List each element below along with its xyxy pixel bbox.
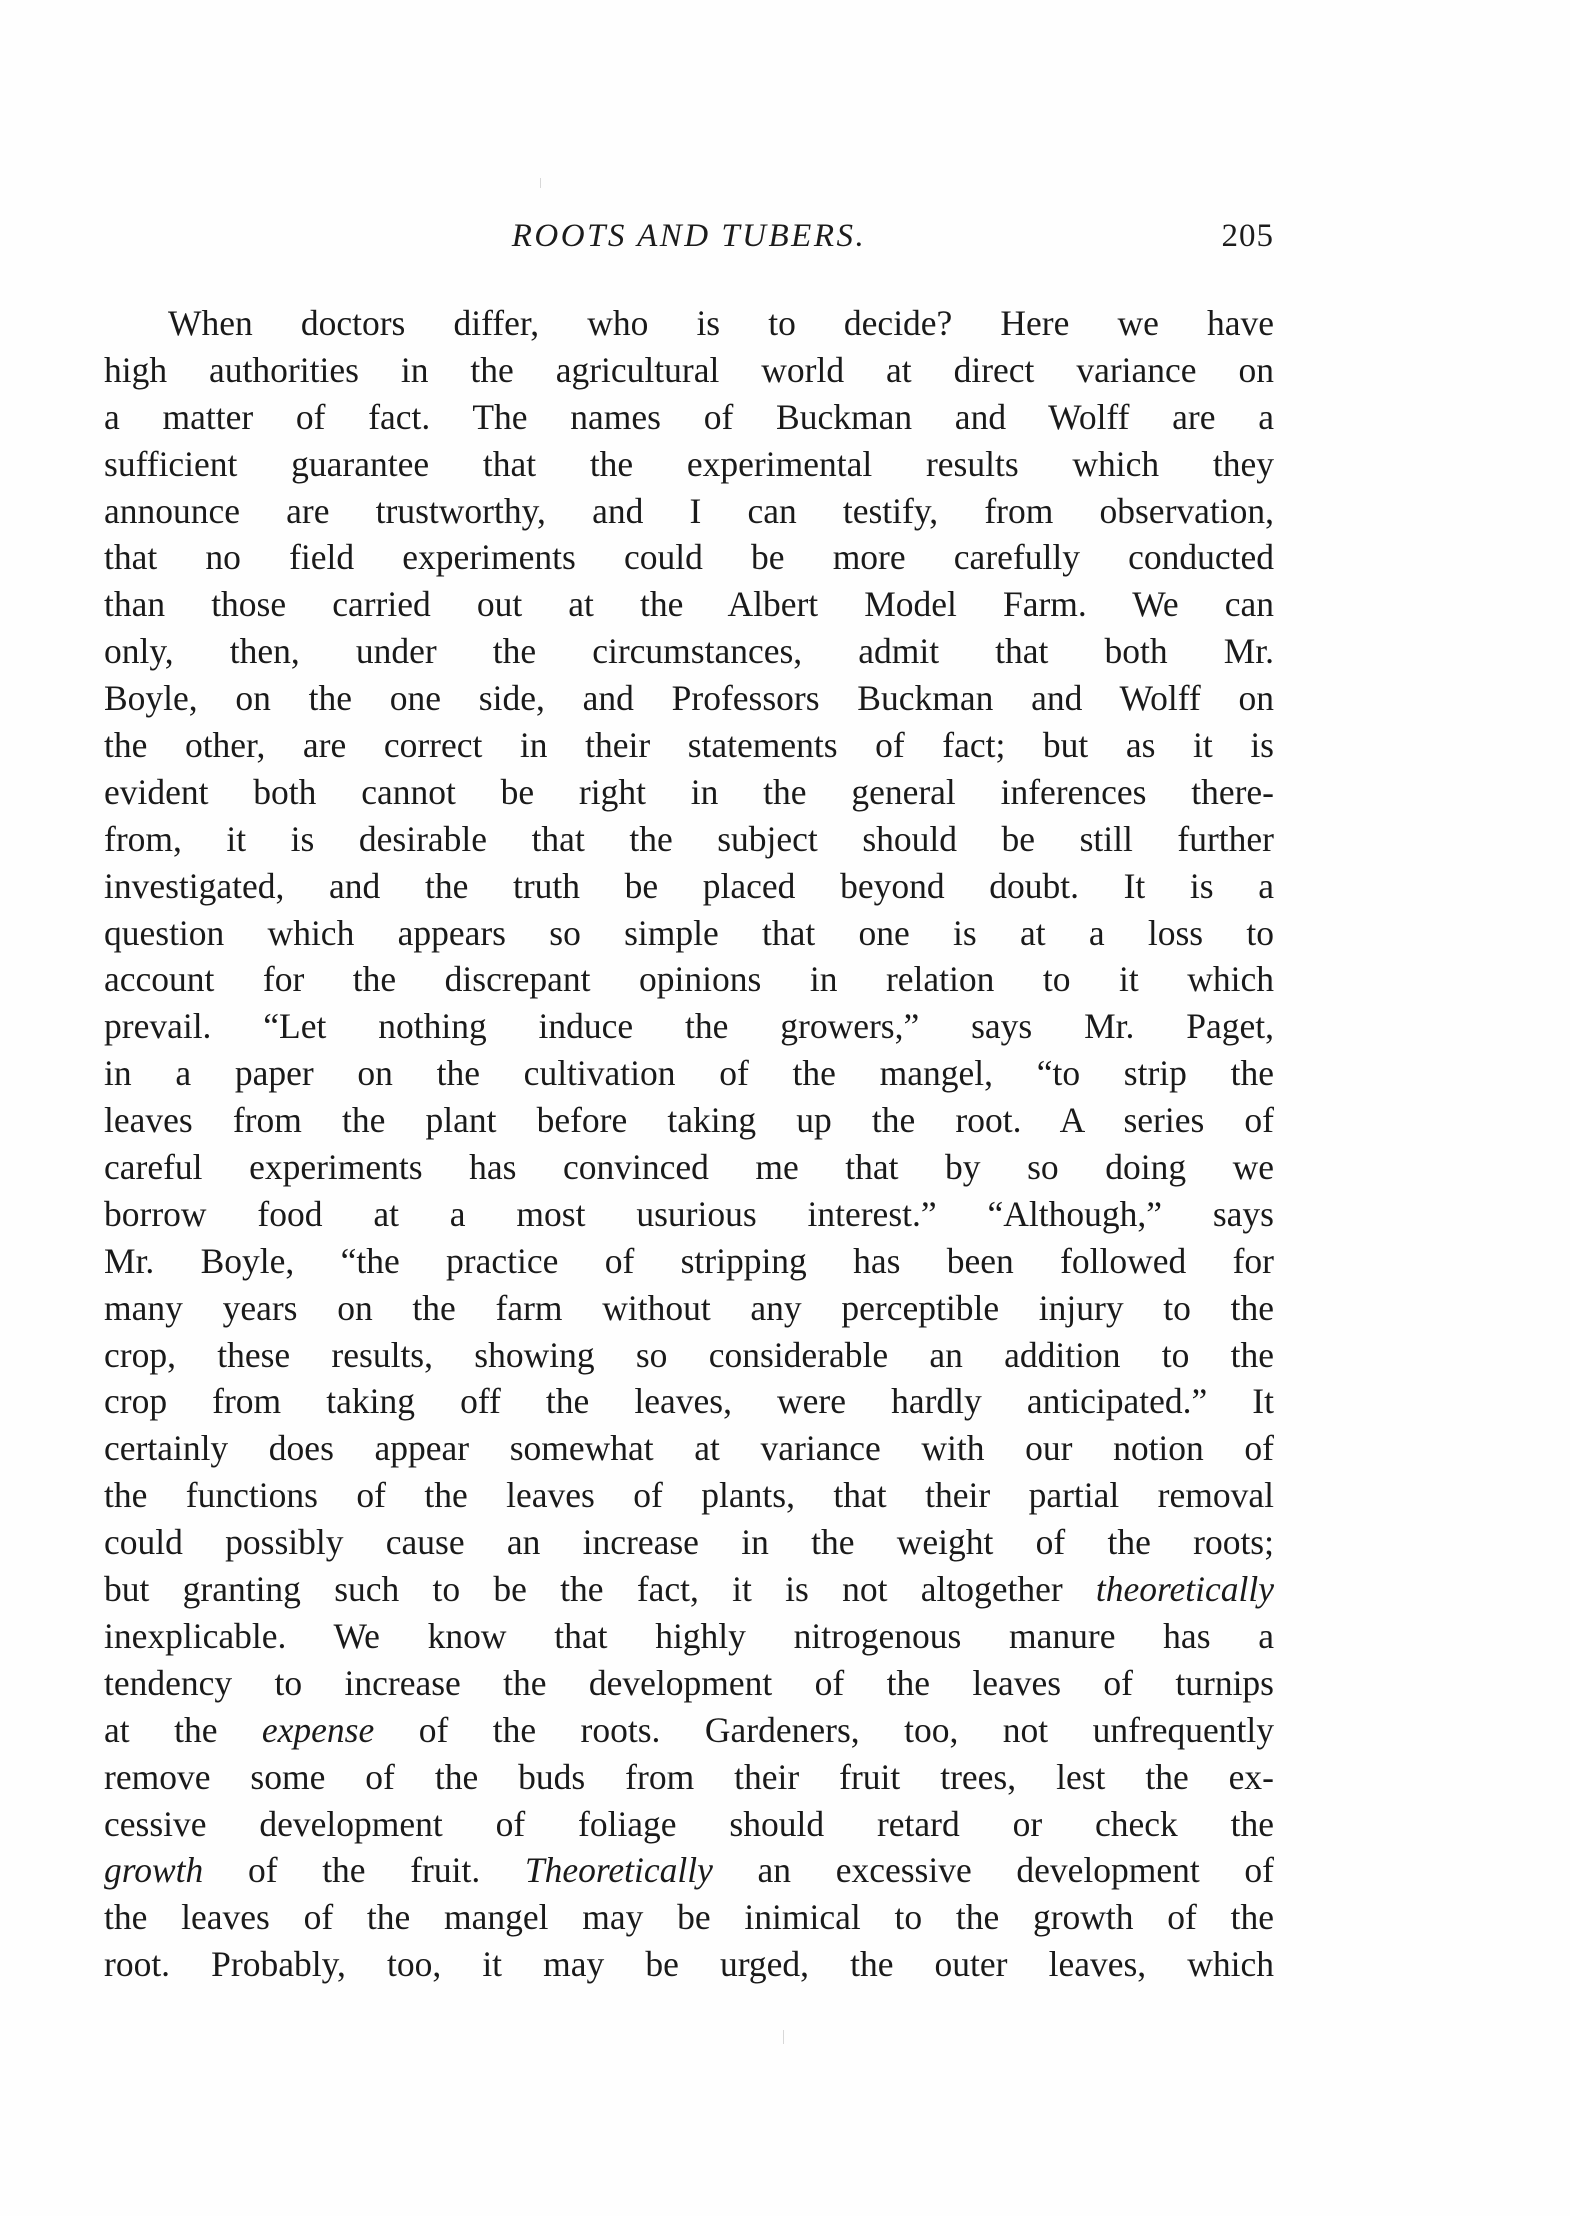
text-run: crop, these results, showing so considerable an addition to the (104, 1334, 1274, 1375)
text-line (104, 1941, 1274, 1988)
text-line (104, 1660, 1274, 1707)
text-run: in a paper on the cultivation of the mangel, “to strip the (104, 1053, 1274, 1094)
italic-text: growth (104, 1850, 204, 1891)
text-run: could possibly cause an increase in the weight of the roots; (104, 1522, 1274, 1563)
text-line (104, 488, 1274, 535)
text-run: the leaves of the mangel may be inimical to the growth of the (104, 1897, 1274, 1938)
text-line (104, 722, 1274, 769)
text-line (104, 1238, 1274, 1285)
text-line (104, 441, 1274, 488)
text-line (104, 956, 1274, 1003)
text-run: but granting such to be the fact, it is not altogether (104, 1569, 1096, 1610)
text-run: the functions of the leaves of plants, that their partial removal (104, 1475, 1274, 1516)
text-line (104, 1519, 1274, 1566)
text-run: root. Probably, too, it may be urged, the outer leaves, which (104, 1944, 1274, 1985)
text-run: an excessive development of (712, 1850, 1274, 1891)
text-run: remove some of the buds from their fruit trees, lest the ex- (104, 1756, 1274, 1797)
body-paragraph (104, 300, 1274, 1988)
text-line (104, 1425, 1274, 1472)
text-line (104, 1707, 1274, 1754)
text-run: only, then, under the circumstances, admit that both Mr. (104, 631, 1274, 672)
text-run: borrow food at a most usurious interest.” “Although,” says (104, 1193, 1274, 1234)
text-run: the other, are correct in their statements of fact; but as it is (104, 725, 1274, 766)
text-line (104, 1472, 1274, 1519)
text-line (104, 1566, 1274, 1613)
text-run: announce are trustworthy, and I can testify, from observation, (104, 490, 1274, 531)
text-run: prevail. “Let nothing induce the growers,” says Mr. Paget, (104, 1006, 1274, 1047)
text-line (104, 1613, 1274, 1660)
text-line (104, 628, 1274, 675)
running-title: ROOTS AND TUBERS. (511, 218, 867, 254)
text-line (104, 300, 1274, 347)
text-line (104, 1332, 1274, 1379)
text-line (104, 675, 1274, 722)
text-run: that no field experiments could be more carefully conducted (104, 537, 1274, 578)
text-line (104, 581, 1274, 628)
text-line (104, 1378, 1274, 1425)
text-line (104, 394, 1274, 441)
text-line (104, 1285, 1274, 1332)
text-line (104, 1801, 1274, 1848)
text-run: certainly does appear somewhat at variance with our notion of (104, 1428, 1274, 1469)
text-run: of the roots. Gardeners, too, not unfrequently (374, 1709, 1274, 1750)
text-run: crop from taking off the leaves, were hardly anticipated.” It (104, 1381, 1274, 1422)
text-line (104, 1894, 1274, 1941)
italic-text: expense (261, 1709, 375, 1750)
text-run: from, it is desirable that the subject should be still further (104, 818, 1274, 859)
text-run: a matter of fact. The names of Buckman and Wolff are a (104, 396, 1274, 437)
text-run: sufficient guarantee that the experimental results which they (104, 443, 1274, 484)
text-run: cessive development of foliage should retard or check the (104, 1803, 1274, 1844)
text-run: tendency to increase the development of the leaves of turnips (104, 1662, 1274, 1703)
text-line (104, 1847, 1274, 1894)
text-run: at the (104, 1709, 262, 1750)
text-line (104, 910, 1274, 957)
text-line (104, 863, 1274, 910)
text-run: inexplicable. We know that highly nitrogenous manure has a (104, 1615, 1274, 1656)
text-line (104, 347, 1274, 394)
text-line (104, 534, 1274, 581)
text-line (104, 1144, 1274, 1191)
text-run: leaves from the plant before taking up the root. A series of (104, 1100, 1274, 1141)
text-run: than those carried out at the Albert Model Farm. We can (104, 584, 1274, 625)
page-number: 205 (1221, 218, 1274, 254)
text-run: investigated, and the truth be placed beyond doubt. It is a (104, 865, 1274, 906)
running-head (104, 218, 1274, 264)
text-run: evident both cannot be right in the general inferences there- (104, 771, 1274, 812)
text-run: When doctors differ, who is to decide? Here we have (168, 303, 1274, 343)
text-run: question which appears so simple that one is at a loss to (104, 912, 1274, 953)
italic-text: theoretically (1095, 1569, 1274, 1610)
text-line (104, 1003, 1274, 1050)
scan-artifact (783, 2030, 784, 2044)
text-run: many years on the farm without any perceptible injury to the (104, 1287, 1274, 1328)
text-line (104, 1754, 1274, 1801)
italic-text: Theoretically (524, 1850, 713, 1891)
text-line (104, 1097, 1274, 1144)
text-run: of the fruit. (203, 1850, 525, 1891)
text-run: Mr. Boyle, “the practice of stripping has been followed for (104, 1240, 1274, 1281)
text-run: careful experiments has convinced me that by so doing we (104, 1147, 1274, 1188)
text-line (104, 1050, 1274, 1097)
scan-artifact (540, 178, 541, 188)
text-run: account for the discrepant opinions in relation to it which (104, 959, 1274, 1000)
text-line (104, 816, 1274, 863)
text-line (104, 769, 1274, 816)
text-line (104, 1191, 1274, 1238)
text-run: Boyle, on the one side, and Professors Buckman and Wolff on (104, 678, 1274, 719)
text-run: high authorities in the agricultural world at direct variance on (104, 349, 1274, 390)
